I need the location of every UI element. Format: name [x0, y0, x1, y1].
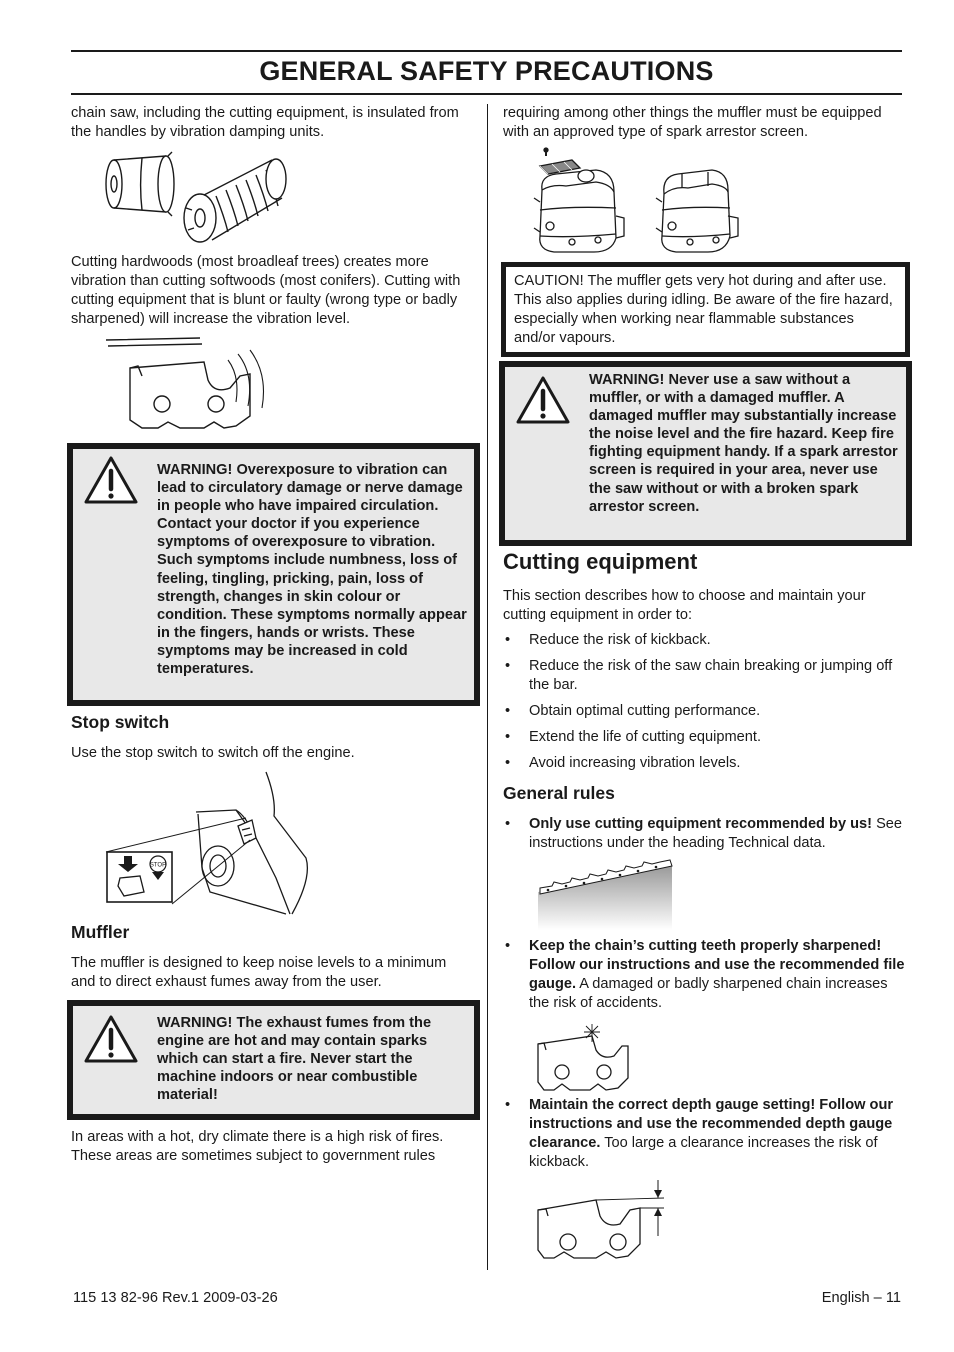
caution-box — [501, 262, 910, 357]
sharp-cutter-illustration — [534, 1018, 634, 1094]
rule-bold: Maintain the correct depth gauge setting! Follow our instructions and use the recommended depth gauge clearance. — [529, 1097, 894, 1151]
chain-cutter-vibration-illustration — [104, 336, 284, 436]
cutting-equipment-bullets — [503, 631, 908, 773]
depth-gauge-illustration — [536, 1176, 676, 1270]
caution-text: CAUTION! The muffler gets very hot during and after use. This also applies during idling. Be aware of the fire hazard, especially when working near flammable substances and/or vapours. — [504, 265, 907, 354]
spark-arrestor-text: requiring among other things the muffler must be equipped with an approved type of spark arrestor screen. — [503, 105, 882, 140]
warning-vibration-box — [67, 443, 480, 706]
warning-muffler-text: WARNING! Never use a saw without a muffler, or with a damaged muffler. A damaged muffler may substantially increase the noise level and the fire hazard. Keep fire fighting equipment handy. If a spark arrestor screen is required in your area, never use the saw without or with a broken spark arrestor screen. — [589, 372, 898, 515]
list-item: • Obtain optimal cutting performance. — [503, 702, 908, 721]
header-bottom-rule — [71, 93, 902, 95]
hardwoods-text: Cutting hardwoods (most broadleaf trees) creates more vibration than cutting softwoods (most conifers). Cutting with cutting equipment that is blunt or faulty (wrong type or badly sharpened) will increase the vibration level. — [71, 254, 461, 327]
vibration-damper-illustration — [100, 148, 300, 248]
list-item — [503, 937, 908, 1013]
general-rules-item-1 — [503, 815, 908, 853]
muffler-text: The muffler is designed to keep noise levels to a minimum and to direct exhaust fumes away from the user. — [71, 955, 447, 990]
warning-triangle-icon — [83, 455, 139, 505]
page-title: GENERAL SAFETY PRECAUTIONS — [259, 56, 714, 86]
general-rules-item-2 — [503, 937, 908, 1013]
rule-text: A damaged or badly sharpened chain increases the risk of accidents. — [529, 976, 888, 1011]
cutting-equipment-intro: This section describes how to choose and maintain your cutting equipment in order to: — [503, 588, 866, 623]
warning-exhaust-box — [67, 1000, 480, 1120]
list-item — [503, 1096, 908, 1172]
page-number: English – 11 — [821, 1290, 901, 1306]
warning-triangle-icon — [515, 375, 571, 425]
cutting-equipment-heading: Cutting equipment — [503, 549, 698, 574]
muffler-illustration — [532, 146, 752, 258]
general-rules-heading: General rules — [503, 783, 615, 803]
rule-bold: Only use cutting equipment recommended by us! — [529, 816, 873, 832]
stop-label: STOP — [149, 862, 167, 869]
muffler-heading: Muffler — [71, 922, 130, 942]
list-item: • Avoid increasing vibration levels. — [503, 754, 908, 773]
list-item — [503, 815, 908, 853]
list-item: • Reduce the risk of the saw chain breaking or jumping off the bar. — [503, 657, 908, 695]
document-id: 115 13 82-96 Rev.1 2009-03-26 — [73, 1290, 278, 1306]
saw-chain-illustration — [536, 858, 676, 930]
intro-text: chain saw, including the cutting equipment, is insulated from the handles by vibration damping units. — [71, 105, 459, 140]
list-item: • Extend the life of cutting equipment. — [503, 728, 908, 747]
rule-text: Too large a clearance increases the risk of kickback. — [529, 1135, 878, 1170]
hot-areas-text: In areas with a hot, dry climate there is a high risk of fires. These areas are sometimes subject to government rules — [71, 1129, 444, 1164]
warning-muffler-box — [499, 361, 912, 546]
warning-exhaust-text: WARNING! The exhaust fumes from the engine are hot and may contain sparks which can start a fire. Never start the machine indoors or near combustible material! — [157, 1015, 432, 1104]
rule-bold: Keep the chain’s cutting teeth properly sharpened! Follow our instructions and use the recommended file gauge. — [529, 938, 905, 992]
rule-text: See instructions under the heading Technical data. — [529, 816, 903, 851]
header-top-rule — [71, 50, 902, 52]
general-rules-item-3 — [503, 1096, 908, 1172]
stop-switch-heading: Stop switch — [71, 712, 170, 732]
stop-switch-text: Use the stop switch to switch off the engine. — [71, 745, 355, 761]
warning-triangle-icon — [83, 1014, 139, 1064]
column-divider — [487, 104, 488, 1270]
list-item: • Reduce the risk of kickback. — [503, 631, 908, 650]
stop-switch-illustration — [106, 768, 316, 918]
warning-vibration-text: WARNING! Overexposure to vibration can lead to circulatory damage or nerve damage in people who have impaired circulation. Contact your doctor if you experience symptoms of overexposure to vibration. Such symptoms include numbness, loss of feeling, tingling, pricking, pain, loss of strength, changes in skin colour or condition. These symptoms normally appear in the fingers, hands or wrists. These symptoms may be increased in cold temperatures. — [157, 462, 467, 678]
